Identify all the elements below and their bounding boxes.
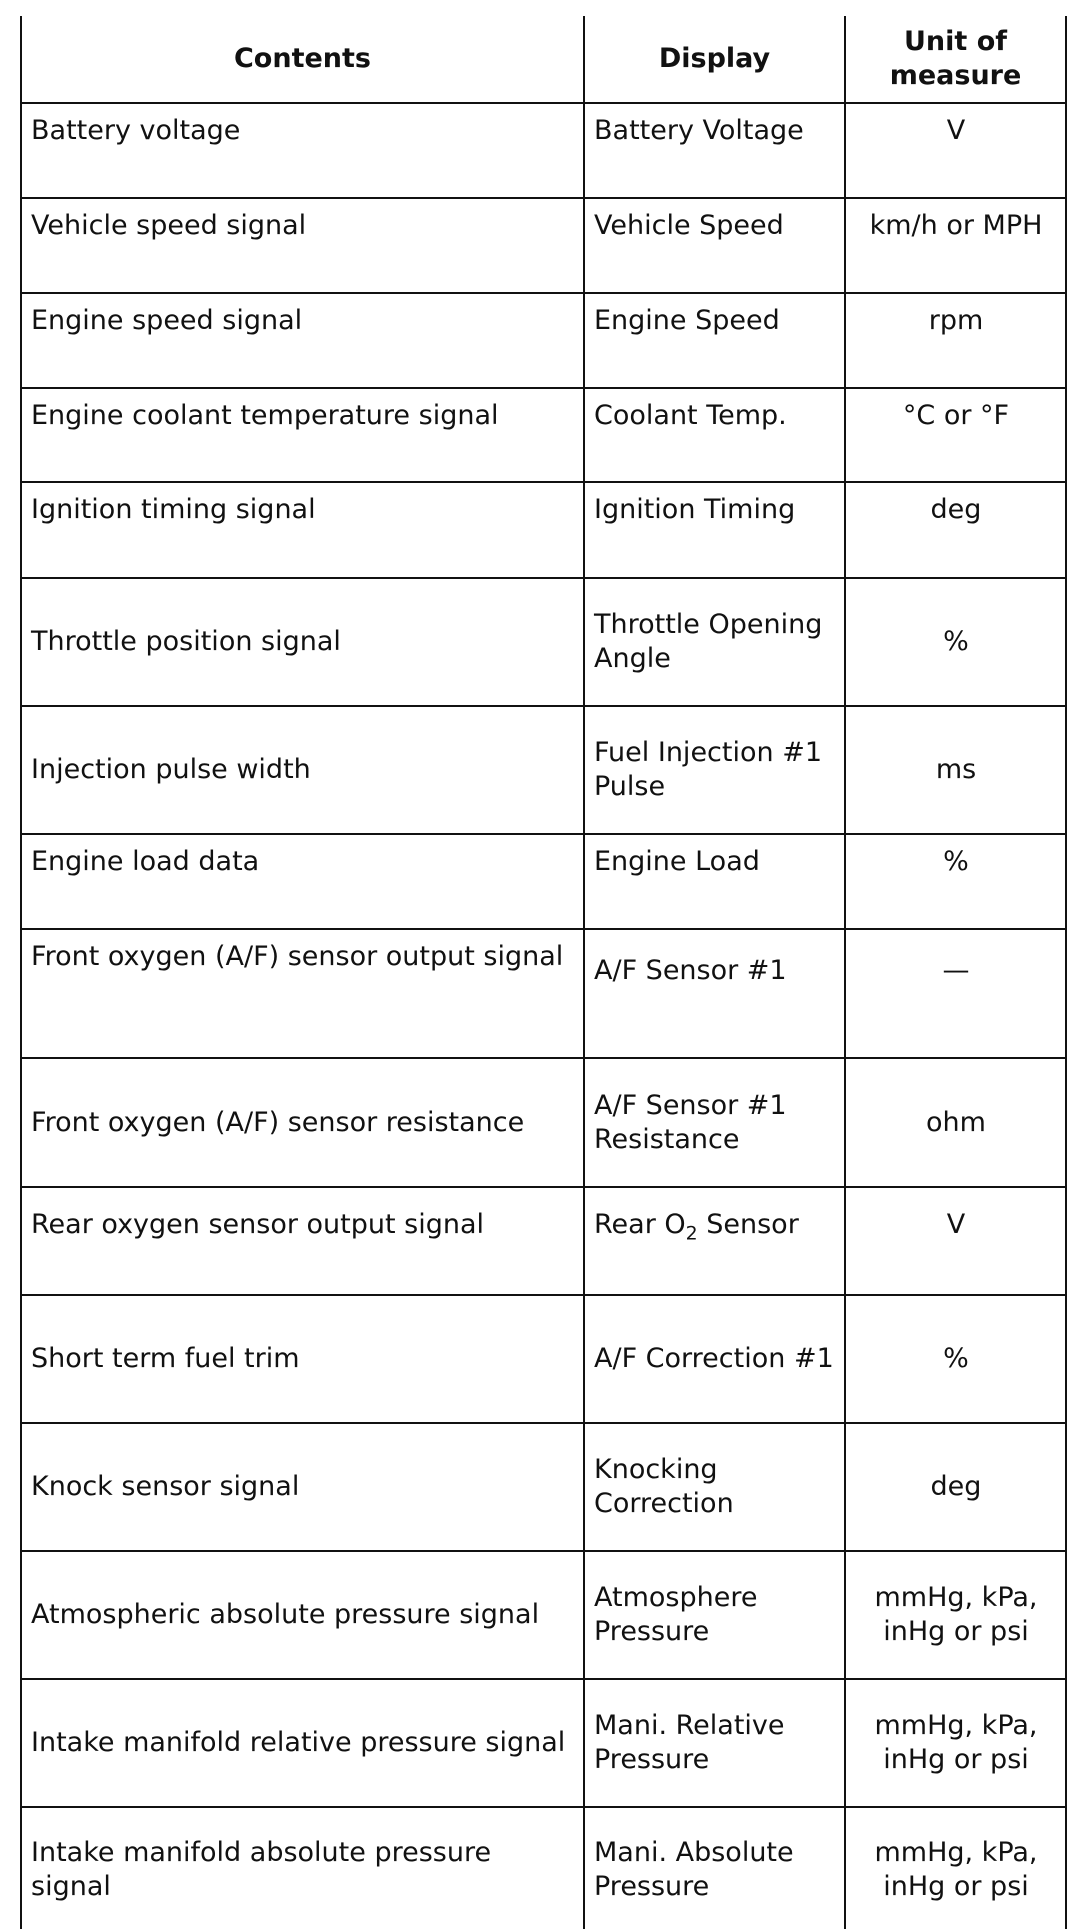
cell-display: Mani. Absolute Pressure	[584, 1807, 845, 1929]
cell-display: Engine Speed	[584, 293, 845, 388]
table-row	[21, 293, 1066, 388]
cell-unit: %	[845, 1295, 1066, 1423]
cell-unit: ms	[845, 706, 1066, 834]
cell-contents: Throttle position signal	[21, 578, 584, 706]
cell-unit: km/h or MPH	[845, 198, 1066, 293]
cell-contents: Intake manifold absolute pressure signal	[21, 1807, 584, 1929]
cell-unit: ohm	[845, 1058, 1066, 1187]
table-row	[21, 1058, 1066, 1187]
cell-unit: V	[845, 1187, 1066, 1295]
cell-unit: mmHg, kPa, inHg or psi	[845, 1807, 1066, 1929]
cell-display: A/F Sensor #1	[584, 929, 845, 1058]
cell-display: Battery Voltage	[584, 103, 845, 198]
display-subscript: 2	[685, 1222, 698, 1245]
cell-display: Coolant Temp.	[584, 388, 845, 482]
cell-display: Engine Load	[584, 834, 845, 929]
table-row	[21, 1187, 1066, 1295]
cell-unit: deg	[845, 1423, 1066, 1551]
cell-display: A/F Sensor #1 Resistance	[584, 1058, 845, 1187]
cell-contents: Atmospheric absolute pressure signal	[21, 1551, 584, 1679]
header-contents: Contents	[21, 16, 584, 103]
cell-contents: Short term fuel trim	[21, 1295, 584, 1423]
cell-contents: Vehicle speed signal	[21, 198, 584, 293]
table-row	[21, 103, 1066, 198]
table-row	[21, 578, 1066, 706]
cell-unit: °C or °F	[845, 388, 1066, 482]
header-display: Display	[584, 16, 845, 103]
header-unit: Unit of measure	[845, 16, 1066, 103]
table-row	[21, 706, 1066, 834]
cell-display: Atmosphere Pressure	[584, 1551, 845, 1679]
cell-display: Vehicle Speed	[584, 198, 845, 293]
cell-unit: mmHg, kPa, inHg or psi	[845, 1551, 1066, 1679]
cell-unit: deg	[845, 482, 1066, 578]
cell-unit: %	[845, 578, 1066, 706]
cell-unit: —	[845, 929, 1066, 1058]
cell-unit: mmHg, kPa, inHg or psi	[845, 1679, 1066, 1807]
cell-contents: Knock sensor signal	[21, 1423, 584, 1551]
display-text-after: Sensor	[697, 1209, 799, 1240]
cell-display: Throttle Opening Angle	[584, 578, 845, 706]
cell-display	[584, 1187, 845, 1295]
table-row	[21, 1551, 1066, 1679]
table-row	[21, 1423, 1066, 1551]
table-row	[21, 1807, 1066, 1929]
cell-unit: V	[845, 103, 1066, 198]
display-text: Rear O	[594, 1209, 686, 1240]
cell-display: A/F Correction #1	[584, 1295, 845, 1423]
table-row	[21, 482, 1066, 578]
cell-contents: Front oxygen (A/F) sensor resistance	[21, 1058, 584, 1187]
table-row	[21, 1295, 1066, 1423]
cell-display: Ignition Timing	[584, 482, 845, 578]
table-row	[21, 929, 1066, 1058]
table-row	[21, 1679, 1066, 1807]
cell-contents: Injection pulse width	[21, 706, 584, 834]
cell-contents: Engine speed signal	[21, 293, 584, 388]
data-table	[20, 16, 1067, 1929]
cell-contents: Rear oxygen sensor output signal	[21, 1187, 584, 1295]
cell-contents: Engine load data	[21, 834, 584, 929]
cell-contents: Ignition timing signal	[21, 482, 584, 578]
table-row	[21, 198, 1066, 293]
cell-unit: %	[845, 834, 1066, 929]
cell-contents: Intake manifold relative pressure signal	[21, 1679, 584, 1807]
table-row	[21, 834, 1066, 929]
header-row	[21, 16, 1066, 103]
cell-unit: rpm	[845, 293, 1066, 388]
cell-contents: Front oxygen (A/F) sensor output signal	[21, 929, 584, 1058]
cell-contents: Engine coolant temperature signal	[21, 388, 584, 482]
cell-display: Fuel Injection #1 Pulse	[584, 706, 845, 834]
table-row	[21, 388, 1066, 482]
cell-display: Knocking Correction	[584, 1423, 845, 1551]
cell-contents: Battery voltage	[21, 103, 584, 198]
cell-display: Mani. Relative Pressure	[584, 1679, 845, 1807]
